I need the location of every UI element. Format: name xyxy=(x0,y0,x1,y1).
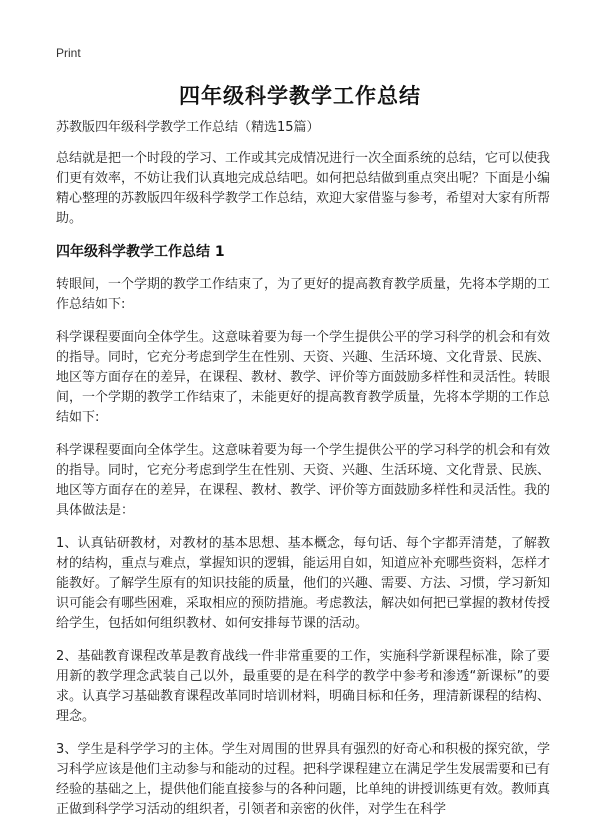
body-paragraph-6: 3、学生是科学学习的主体。学生对周围的世界具有强烈的好奇心和积极的探究欲，学习科学应该是他们主动参与和能动的过程。把科学课程建立在满足学生发展需要和已有经验的基础之上，提供他们能直接参与的各种问题，比单纯的讲授训练更有效。教师真正做到科学学习活动的组织者，引领者和亲密的伙伴，对学生在科学 xyxy=(56,742,551,817)
document-title: 四年级科学教学工作总结 xyxy=(179,84,421,108)
body-paragraph-3: 科学课程要面向全体学生。这意味着要为每一个学生提供公平的学习科学的机会和有效的指导。同时，它充分考虑到学生在性别、天资、兴趣、生活环境、文化背景、民族、地区等方面存在的差异，在课程、教材、教学、评价等方面鼓励多样性和灵活性。我的具体做法是： xyxy=(56,443,551,518)
intro-paragraph: 总结就是把一个时段的学习、工作或其完成情况进行一次全面系统的总结，它可以使我们更有效率，不妨让我们认真地完成总结吧。如何把总结做到重点突出呢？下面是小编精心整理的苏教版四年级科学教学工作总结，欢迎大家借鉴与参考，希望对大家有所帮助。 xyxy=(56,151,551,226)
document-subtitle: 苏教版四年级科学教学工作总结（精选15篇） xyxy=(56,120,320,135)
body-paragraph-2: 科学课程要面向全体学生。这意味着要为每一个学生提供公平的学习科学的机会和有效的指导。同时，它充分考虑到学生在性别、天资、兴趣、生活环境、文化背景、民族、地区等方面存在的差异，在课程、教材、教学、评价等方面鼓励多样性和灵活性。转眼间，一个学期的教学工作结束了，未能更好的提高教育教学质量，先将本学期的工作总结如下: xyxy=(56,330,551,425)
body-paragraph-4: 1、认真钻研教材，对教材的基本思想、基本概念，每句话、每个字都弄清楚，了解教材的结构，重点与难点，掌握知识的逻辑，能运用自如，知道应补充哪些资料，怎样才能教好。了解学生原有的知识技能的质量，他们的兴趣、需要、方法、习惯，学习新知识可能会有哪些困难，采取相应的预防措施。考虑教法，解决如何把已掌握的教材传授给学生，包括如何组织教材、如何安排每节课的活动。 xyxy=(56,536,551,631)
print-label: Print xyxy=(56,46,81,60)
body-paragraph-1: 转眼间，一个学期的教学工作结束了，为了更好的提高教育教学质量，先将本学期的工作总结如下: xyxy=(56,277,551,312)
body-paragraph-5: 2、基础教育课程改革是教育战线一件非常重要的工作，实施科学新课程标准，除了要用新的教学理念武装自己以外，最重要的是在科学的教学中参考和渗透“新课标”的要求。认真学习基础教育课程改革同时培训材料，明确目标和任务，理清新课程的结构、理念。 xyxy=(56,649,551,724)
section-heading: 四年级科学教学工作总结 1 xyxy=(56,244,225,260)
document-body xyxy=(56,118,550,833)
